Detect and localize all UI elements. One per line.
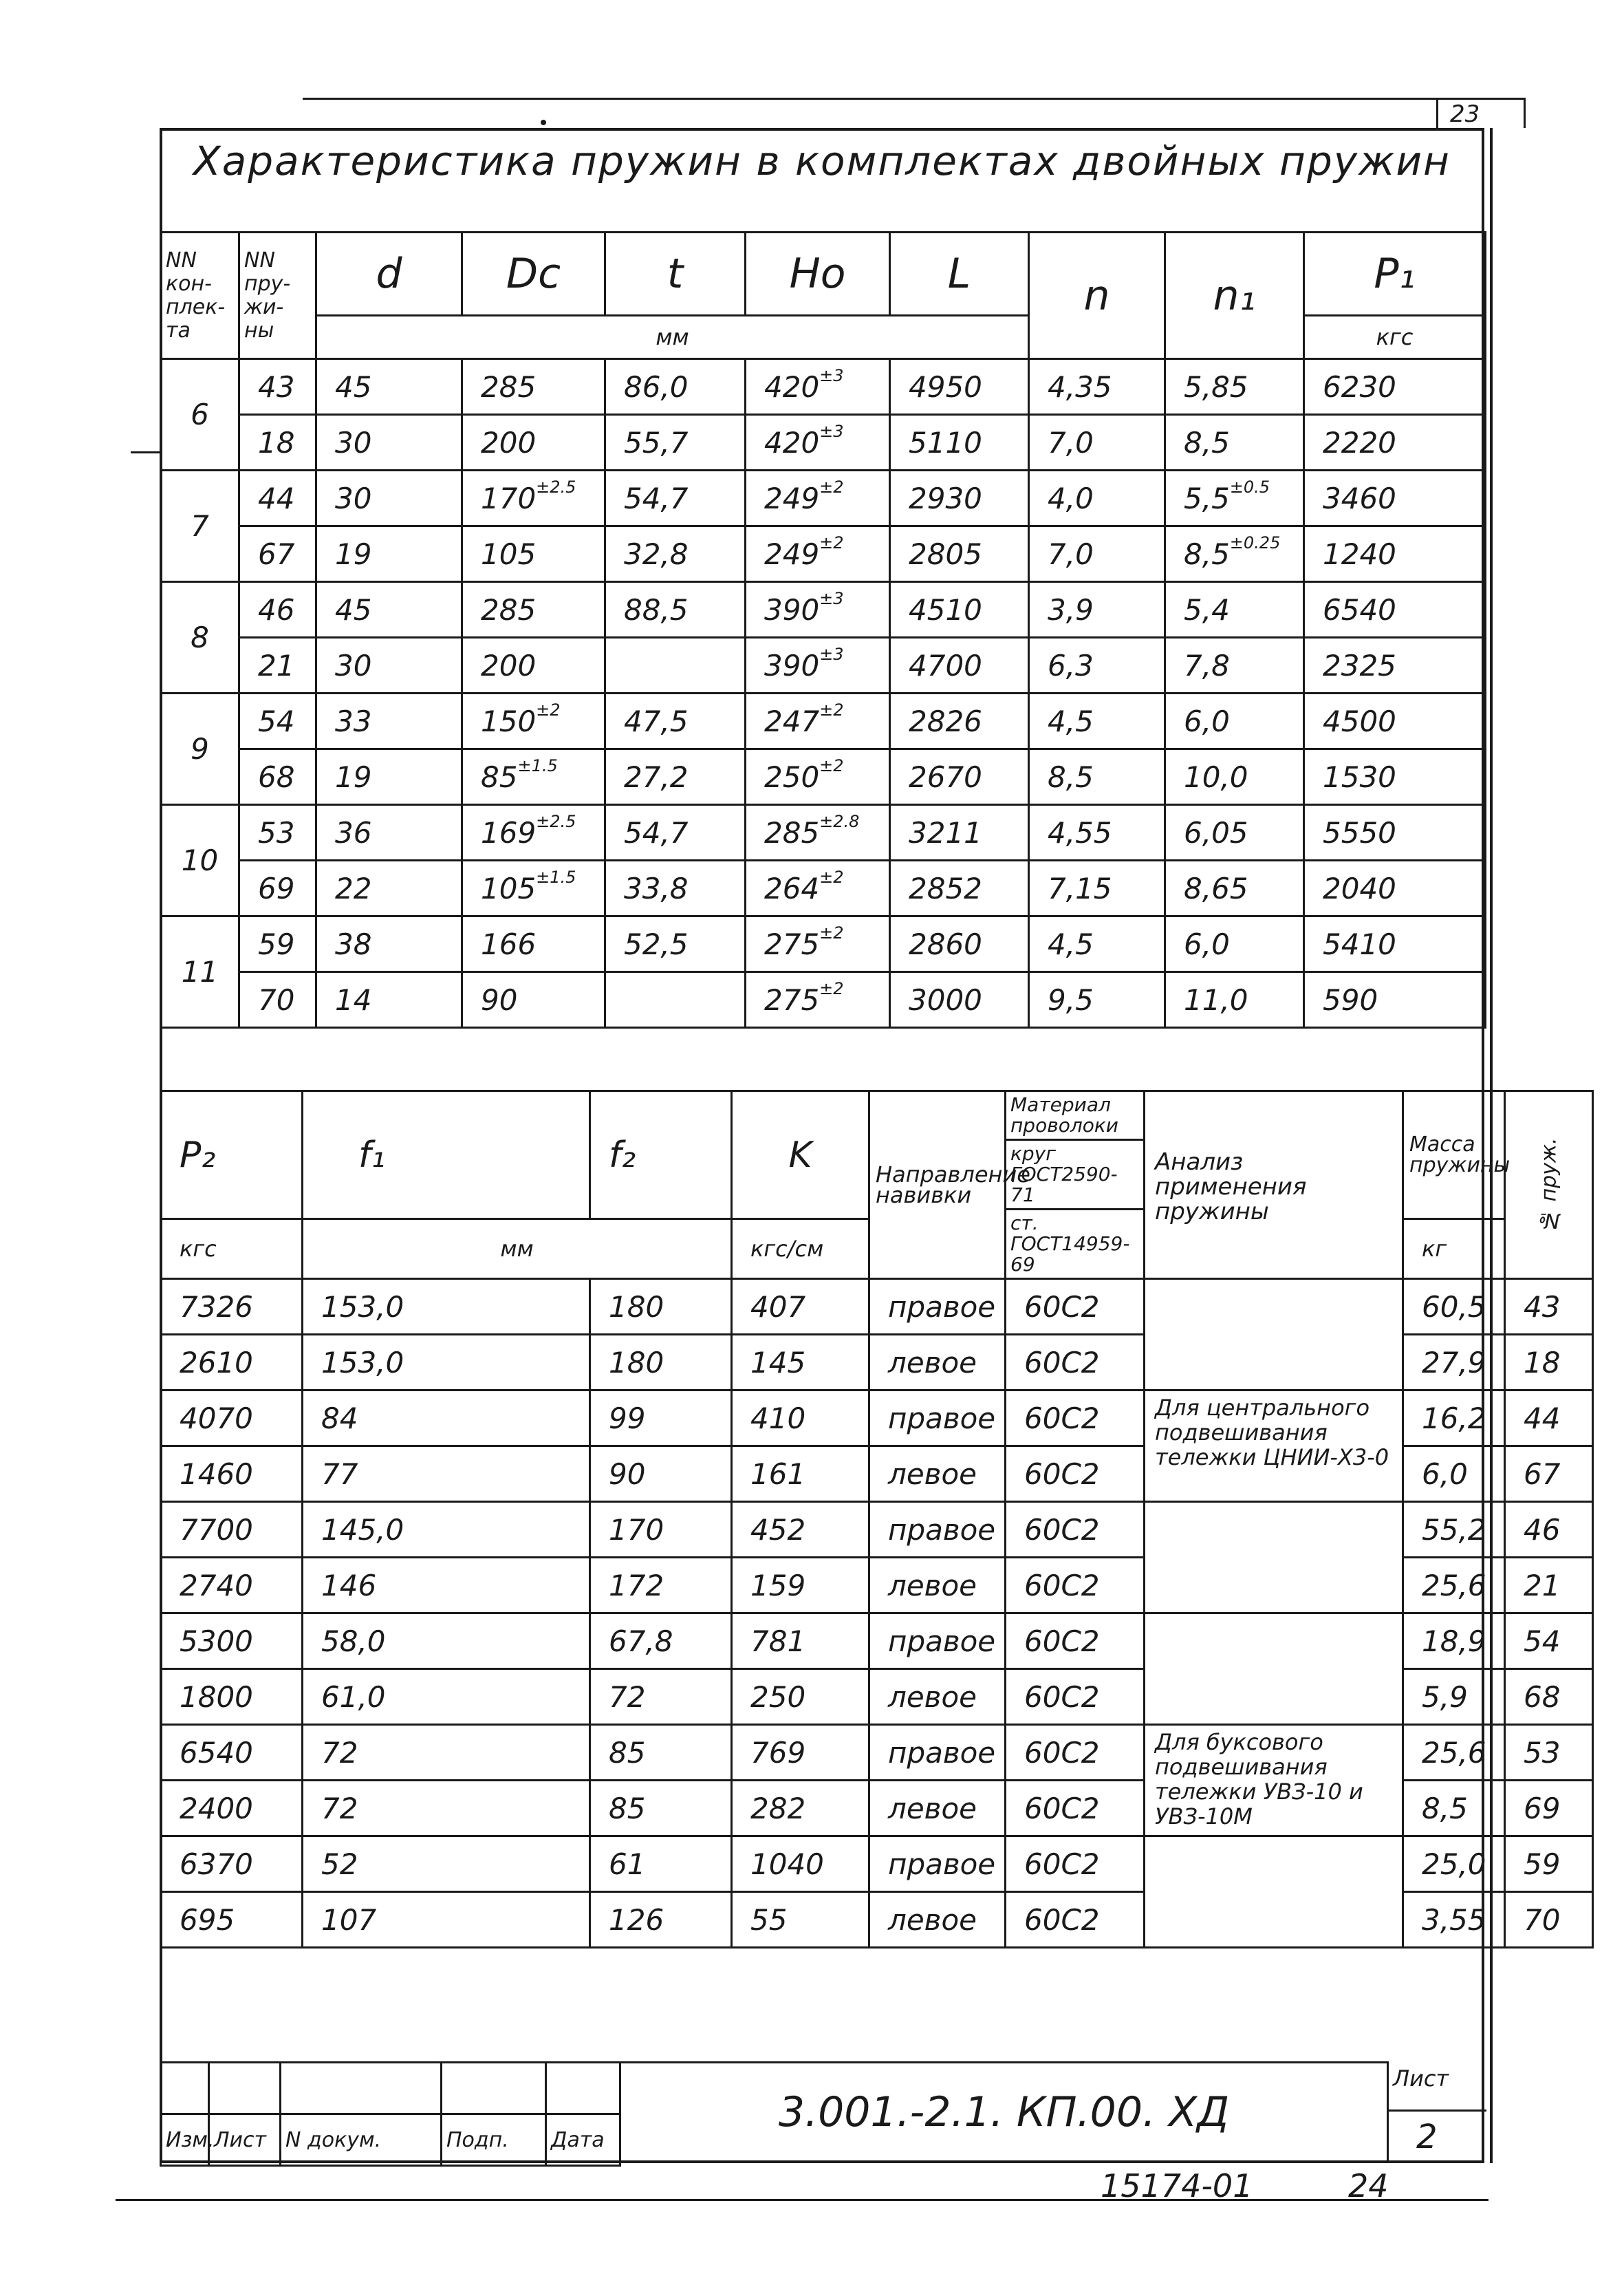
cell: 3460 [1304, 471, 1486, 526]
title-block-grid [160, 2061, 621, 2167]
table-row [161, 359, 1486, 415]
cell: 7,8 [1165, 638, 1304, 694]
cell: 282 [732, 1781, 869, 1836]
cell: 69 [239, 861, 316, 916]
cell: 6540 [161, 1725, 303, 1781]
cell: 60С2 [1006, 1892, 1145, 1948]
cell: 70 [239, 972, 316, 1028]
cell: 159 [732, 1558, 869, 1613]
cell: 60С2 [1006, 1446, 1145, 1502]
cell: 60С2 [1006, 1725, 1145, 1781]
cell: 6540 [1304, 582, 1486, 638]
header-k: K [732, 1091, 869, 1219]
cell: 6,3 [1029, 638, 1165, 694]
cell: $249^{\pm 2}$ [746, 471, 890, 526]
cell: 55,7 [605, 415, 746, 471]
unit-mm: мм [316, 316, 1029, 359]
cell: 285 [462, 359, 605, 415]
header-n: n [1029, 233, 1165, 359]
cell: 59 [239, 916, 316, 972]
cell: 5550 [1304, 805, 1486, 861]
sheet-label: Лист [1393, 2065, 1449, 2092]
cell: 2325 [1304, 638, 1486, 694]
usage-empty [1145, 1502, 1403, 1613]
table-row [161, 415, 1486, 471]
cell: 54,7 [605, 805, 746, 861]
header-direction: Направление навивки [869, 1091, 1006, 1279]
cell: 107 [303, 1892, 590, 1948]
cell: 6230 [1304, 359, 1486, 415]
cell: 43 [1505, 1279, 1593, 1335]
cell: 38 [316, 916, 462, 972]
cell: 8,5 [1403, 1781, 1505, 1836]
header-spring: NN пру- жи- ны [239, 233, 316, 359]
cell: 1460 [161, 1446, 303, 1502]
cell: левое [869, 1335, 1006, 1391]
cell: 27,9 [1403, 1335, 1505, 1391]
cell: 45 [316, 582, 462, 638]
document-title: Характеристика пружин в комплектах двойных пружин [193, 138, 1451, 184]
cell: 60С2 [1006, 1502, 1145, 1558]
cell: 72 [590, 1669, 732, 1725]
cell: 60С2 [1006, 1279, 1145, 1335]
cell: 407 [732, 1279, 869, 1335]
cell: 53 [1505, 1725, 1593, 1781]
cell: 30 [316, 638, 462, 694]
cell: 4700 [890, 638, 1029, 694]
cell: 84 [303, 1391, 590, 1446]
cell: 781 [732, 1613, 869, 1669]
cell: 3211 [890, 805, 1029, 861]
cell: 4,35 [1029, 359, 1165, 415]
cell: $170^{\pm 2.5}$ [462, 471, 605, 526]
cell: 7,0 [1029, 415, 1165, 471]
cell: правое [869, 1279, 1006, 1335]
unit-kg: кг [1403, 1219, 1505, 1279]
archive-number: 15174-01 [1101, 2167, 1253, 2204]
cell: 54 [239, 694, 316, 749]
cell: правое [869, 1836, 1006, 1892]
cell: 18 [239, 415, 316, 471]
binding-tick [131, 451, 160, 453]
cell: 3,9 [1029, 582, 1165, 638]
cell: 19 [316, 526, 462, 582]
cell: 5110 [890, 415, 1029, 471]
tb-data: Дата [546, 2114, 620, 2166]
cell: правое [869, 1502, 1006, 1558]
cell: 145 [732, 1335, 869, 1391]
cell: 3,55 [1403, 1892, 1505, 1948]
cell: 69 [1505, 1781, 1593, 1836]
cell: 2860 [890, 916, 1029, 972]
cell: $8,5^{\pm 0.25}$ [1165, 526, 1304, 582]
cell: 18 [1505, 1335, 1593, 1391]
table-row [161, 749, 1486, 805]
cell: $264^{\pm 2}$ [746, 861, 890, 916]
header-usage: Анализ применения пружины [1145, 1091, 1403, 1279]
cell: 2040 [1304, 861, 1486, 916]
kompl-cell: 8 [161, 582, 239, 694]
cell [605, 638, 746, 694]
cell: 61,0 [303, 1669, 590, 1725]
cell: 4,5 [1029, 916, 1165, 972]
bottom-line [116, 2199, 1488, 2201]
cell: $5,5^{\pm 0.5}$ [1165, 471, 1304, 526]
cell: 2400 [161, 1781, 303, 1836]
cell: 5,85 [1165, 359, 1304, 415]
header-p2: P₂ [161, 1091, 303, 1219]
cell: $390^{\pm 3}$ [746, 582, 890, 638]
cell: 8,65 [1165, 861, 1304, 916]
cell: 8,5 [1165, 415, 1304, 471]
cell: 86,0 [605, 359, 746, 415]
cell: 590 [1304, 972, 1486, 1028]
cell: 200 [462, 638, 605, 694]
cell: $390^{\pm 3}$ [746, 638, 890, 694]
cell: 46 [239, 582, 316, 638]
cell: 70 [1505, 1892, 1593, 1948]
cell: 161 [732, 1446, 869, 1502]
cell: 30 [316, 471, 462, 526]
cell: 6370 [161, 1836, 303, 1892]
cell: $420^{\pm 3}$ [746, 415, 890, 471]
cell: 25,0 [1403, 1836, 1505, 1892]
header-f2: f₂ [590, 1091, 732, 1219]
header-f1: f₁ [303, 1091, 590, 1219]
usage-empty [1145, 1836, 1403, 1948]
cell: 4950 [890, 359, 1029, 415]
cell: 2852 [890, 861, 1029, 916]
cell: 72 [303, 1725, 590, 1781]
cell: 250 [732, 1669, 869, 1725]
header-kompl: NN кон- плек- та [161, 233, 239, 359]
table-row [161, 526, 1486, 582]
cell: 61 [590, 1836, 732, 1892]
cell: 2740 [161, 1558, 303, 1613]
cell: 36 [316, 805, 462, 861]
cell: 55,2 [1403, 1502, 1505, 1558]
sheet-number: 2 [1416, 2118, 1438, 2156]
cell: 10,0 [1165, 749, 1304, 805]
cell: 85 [590, 1725, 732, 1781]
cell: 4510 [890, 582, 1029, 638]
cell: 2670 [890, 749, 1029, 805]
cell: 11,0 [1165, 972, 1304, 1028]
cell: 44 [1505, 1391, 1593, 1446]
header-t: t [605, 233, 746, 316]
cell: 90 [462, 972, 605, 1028]
cell: 60С2 [1006, 1558, 1145, 1613]
cell: 5300 [161, 1613, 303, 1669]
table-row [161, 1279, 1593, 1335]
cell: 4,55 [1029, 805, 1165, 861]
cell: 85 [590, 1781, 732, 1836]
cell: 4,5 [1029, 694, 1165, 749]
cell: 14 [316, 972, 462, 1028]
cell: 452 [732, 1502, 869, 1558]
cell: 22 [316, 861, 462, 916]
table-row [161, 694, 1486, 749]
cell: 45 [316, 359, 462, 415]
cell: левое [869, 1781, 1006, 1836]
cell: $275^{\pm 2}$ [746, 972, 890, 1028]
table-row [161, 972, 1486, 1028]
table-row [161, 1502, 1593, 1558]
cell: 47,5 [605, 694, 746, 749]
cell: 60,5 [1403, 1279, 1505, 1335]
cell: 6,0 [1165, 694, 1304, 749]
table-row [161, 582, 1486, 638]
cell: 170 [590, 1502, 732, 1558]
cell: 52,5 [605, 916, 746, 972]
cell: 60С2 [1006, 1335, 1145, 1391]
top-edge-line [303, 98, 1526, 100]
cell: 2826 [890, 694, 1029, 749]
cell: $249^{\pm 2}$ [746, 526, 890, 582]
scan-dot [541, 120, 546, 125]
usage-empty [1145, 1279, 1403, 1391]
cell: 60С2 [1006, 1781, 1145, 1836]
cell: 1530 [1304, 749, 1486, 805]
cell: 32,8 [605, 526, 746, 582]
kompl-cell: 6 [161, 359, 239, 471]
kompl-cell: 11 [161, 916, 239, 1028]
table-row [161, 638, 1486, 694]
cell: $247^{\pm 2}$ [746, 694, 890, 749]
cell: 60С2 [1006, 1836, 1145, 1892]
cell: 67,8 [590, 1613, 732, 1669]
cell: левое [869, 1558, 1006, 1613]
cell: 88,5 [605, 582, 746, 638]
cell: 4500 [1304, 694, 1486, 749]
cell: 145,0 [303, 1502, 590, 1558]
tb-izm: Изм. [161, 2114, 209, 2166]
cell: 90 [590, 1446, 732, 1502]
header-p1: P₁ [1304, 233, 1486, 316]
cell: $150^{\pm 2}$ [462, 694, 605, 749]
cell: левое [869, 1892, 1006, 1948]
table-row [161, 1836, 1593, 1892]
cell: правое [869, 1391, 1006, 1446]
table-row [161, 1725, 1593, 1781]
cell: 33,8 [605, 861, 746, 916]
cell: 8,5 [1029, 749, 1165, 805]
cell: 1240 [1304, 526, 1486, 582]
sheet-box [1387, 2061, 1484, 2163]
header-mass: Масса пружины [1403, 1091, 1505, 1219]
cell: 2930 [890, 471, 1029, 526]
tb-doc: N докум. [281, 2114, 442, 2166]
cell: 180 [590, 1279, 732, 1335]
cell: 27,2 [605, 749, 746, 805]
cell: 60С2 [1006, 1669, 1145, 1725]
cell: $85^{\pm 1.5}$ [462, 749, 605, 805]
usage-note-axlebox: Для буксового подвешивания тележки УВЗ-10 и УВЗ-10М [1145, 1725, 1403, 1836]
cell: 99 [590, 1391, 732, 1446]
unit-kgs: кгс [161, 1219, 303, 1279]
cell: 21 [239, 638, 316, 694]
cell: 7326 [161, 1279, 303, 1335]
cell: 54 [1505, 1613, 1593, 1669]
cell: 44 [239, 471, 316, 526]
cell [605, 972, 746, 1028]
cell: правое [869, 1725, 1006, 1781]
cell: 695 [161, 1892, 303, 1948]
cell: 25,6 [1403, 1558, 1505, 1613]
cell: 172 [590, 1558, 732, 1613]
cell: 58,0 [303, 1613, 590, 1669]
cell: 21 [1505, 1558, 1593, 1613]
cell: 77 [303, 1446, 590, 1502]
kompl-cell: 9 [161, 694, 239, 805]
table-row [161, 1391, 1593, 1446]
cell: 43 [239, 359, 316, 415]
cell: 72 [303, 1781, 590, 1836]
cell: 18,9 [1403, 1613, 1505, 1669]
spring-characteristics-table [160, 231, 1486, 1029]
header-l: L [890, 233, 1029, 316]
cell: 67 [1505, 1446, 1593, 1502]
cell: 153,0 [303, 1279, 590, 1335]
header-dc: Dc [462, 233, 605, 316]
cell: 6,05 [1165, 805, 1304, 861]
cell: 146 [303, 1558, 590, 1613]
cell: 9,5 [1029, 972, 1165, 1028]
cell: $420^{\pm 3}$ [746, 359, 890, 415]
table-row [161, 805, 1486, 861]
cell: 2805 [890, 526, 1029, 582]
cell: 3000 [890, 972, 1029, 1028]
cell: 153,0 [303, 1335, 590, 1391]
document-code: 3.001.-2.1. КП.00. ХД [619, 2061, 1387, 2163]
cell: 60С2 [1006, 1613, 1145, 1669]
header-n1: n₁ [1165, 233, 1304, 359]
sheet-divider [1389, 2109, 1486, 2112]
cell: левое [869, 1446, 1006, 1502]
unit-mm: мм [303, 1219, 732, 1279]
cell: $105^{\pm 1.5}$ [462, 861, 605, 916]
kompl-cell: 7 [161, 471, 239, 582]
cell: 4,0 [1029, 471, 1165, 526]
cell: 54,7 [605, 471, 746, 526]
cell: 46 [1505, 1502, 1593, 1558]
cell: 1040 [732, 1836, 869, 1892]
cell: 769 [732, 1725, 869, 1781]
cell: 410 [732, 1391, 869, 1446]
tb-list: Лист [209, 2114, 281, 2166]
cell: 6,0 [1165, 916, 1304, 972]
cell: 68 [1505, 1669, 1593, 1725]
cell: левое [869, 1669, 1006, 1725]
cell: 53 [239, 805, 316, 861]
table-row [161, 1613, 1593, 1669]
cell: 16,2 [1403, 1391, 1505, 1446]
cell: 5,4 [1165, 582, 1304, 638]
archive-page: 24 [1348, 2167, 1389, 2204]
table-row [161, 471, 1486, 526]
cell: 180 [590, 1335, 732, 1391]
usage-empty [1145, 1613, 1403, 1725]
unit-kgs-cm: кгс/см [732, 1219, 869, 1279]
cell: 60С2 [1006, 1391, 1145, 1446]
cell: 2610 [161, 1335, 303, 1391]
cell: 1800 [161, 1669, 303, 1725]
table-row [161, 916, 1486, 972]
cell: $250^{\pm 2}$ [746, 749, 890, 805]
cell: 68 [239, 749, 316, 805]
cell: $169^{\pm 2.5}$ [462, 805, 605, 861]
header-material: Материал проволоки круг ГОСТ2590-71 ст. ГОСТ14959-69 [1006, 1091, 1145, 1279]
header-spring-no: № пруж. [1505, 1091, 1593, 1279]
cell: 33 [316, 694, 462, 749]
unit-kgs: кгс [1304, 316, 1486, 359]
cell: 55 [732, 1892, 869, 1948]
cell: 7,0 [1029, 526, 1165, 582]
cell: 5410 [1304, 916, 1486, 972]
usage-note-central: Для центрального подвешивания тележки ЦНИИ-Х3-0 [1145, 1391, 1403, 1502]
spring-load-table [160, 1090, 1594, 1948]
cell: 52 [303, 1836, 590, 1892]
header-h0: Hо [746, 233, 890, 316]
cell: 126 [590, 1892, 732, 1948]
page-number: 23 [1450, 100, 1480, 128]
cell: 2220 [1304, 415, 1486, 471]
cell: $285^{\pm 2.8}$ [746, 805, 890, 861]
header-d: d [316, 233, 462, 316]
cell: 19 [316, 749, 462, 805]
cell: 6,0 [1403, 1446, 1505, 1502]
cell: 30 [316, 415, 462, 471]
cell: 59 [1505, 1836, 1593, 1892]
cell: 285 [462, 582, 605, 638]
cell: 5,9 [1403, 1669, 1505, 1725]
table-row [161, 861, 1486, 916]
kompl-cell: 10 [161, 805, 239, 916]
cell: $275^{\pm 2}$ [746, 916, 890, 972]
cell: 4070 [161, 1391, 303, 1446]
cell: 7700 [161, 1502, 303, 1558]
cell: 105 [462, 526, 605, 582]
cell: 25,6 [1403, 1725, 1505, 1781]
cell: правое [869, 1613, 1006, 1669]
cell: 200 [462, 415, 605, 471]
tb-podp: Подп. [442, 2114, 546, 2166]
cell: 67 [239, 526, 316, 582]
cell: 7,15 [1029, 861, 1165, 916]
cell: 166 [462, 916, 605, 972]
